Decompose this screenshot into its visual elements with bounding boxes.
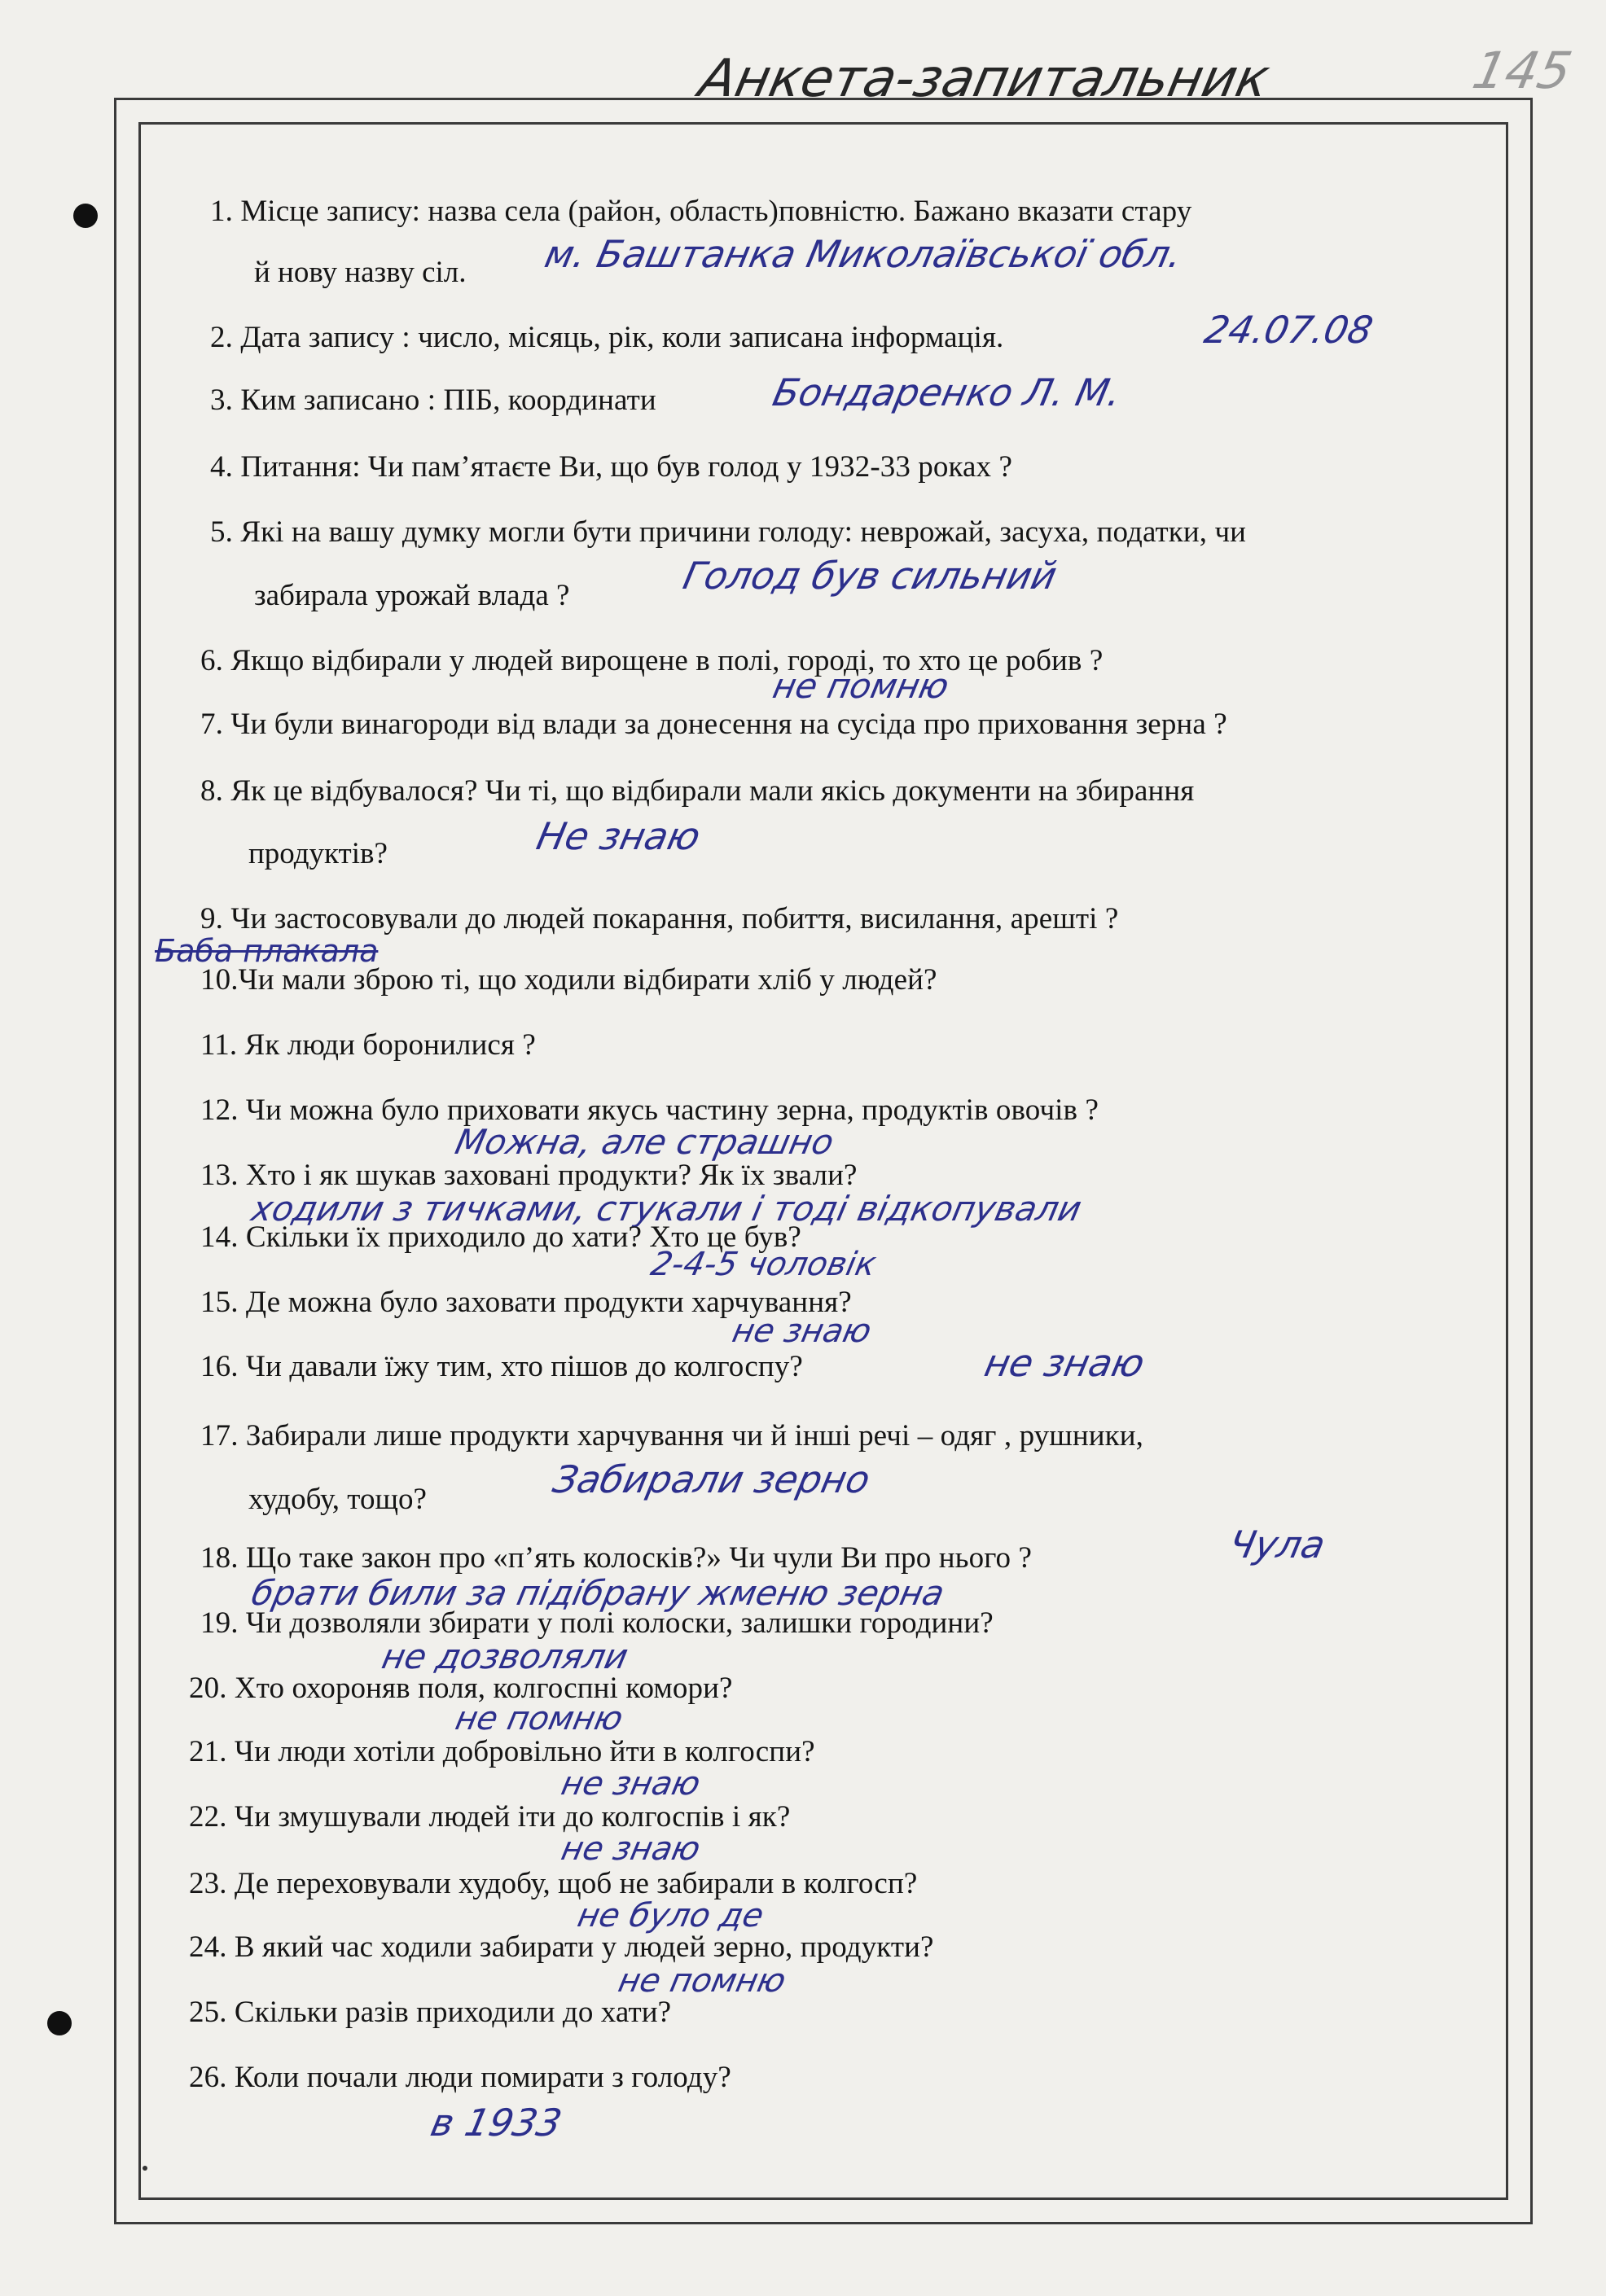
- question-10: 10.Чи мали зброю ті, що ходили відбирати хліб у людей?: [200, 963, 937, 997]
- answer-13: ходили з тичками, стукали і тоді відкопували: [248, 1189, 1086, 1229]
- page-number: 145: [1468, 41, 1577, 100]
- question-16: 16. Чи давали їжу тим, хто пішов до колгоспу?: [200, 1350, 803, 1383]
- question-7: 7. Чи були винагороди від влади за донесення на сусіда про приховання зерна ?: [200, 708, 1227, 741]
- question-14: 14. Скільки їх приходило до хати? Хто це був?: [200, 1220, 801, 1254]
- question-3: 3. Ким записано : ПІБ, координати: [210, 383, 656, 417]
- stray-mark: [143, 2166, 147, 2171]
- answer-14: 2-4-5 чоловік: [647, 1246, 880, 1283]
- answer-26: в 1933: [427, 2101, 566, 2145]
- question-19: 19. Чи дозволяли збирати у полі колоски, залишки городини?: [200, 1606, 994, 1640]
- question-12: 12. Чи можна було приховати якусь частину зерна, продуктів овочів ?: [200, 1093, 1099, 1127]
- question-5: 5. Які на вашу думку могли бути причини голоду: неврожай, засуха, податки, чи: [210, 515, 1247, 549]
- question-21: 21. Чи люди хотіли добровільно йти в колгоспи?: [189, 1735, 815, 1768]
- question-1: 1. Місце запису: назва села (район, область)повністю. Бажано вказати стару: [210, 195, 1192, 228]
- answer-21: не знаю: [558, 1765, 704, 1803]
- answer-9-struck: Баба плакала: [155, 933, 379, 969]
- answer-23: не було де: [574, 1897, 767, 1935]
- question-24: 24. В який час ходили забирати у людей зерно, продукти?: [189, 1930, 934, 1964]
- answer-2: 24.07.08: [1200, 308, 1377, 352]
- page-title: Анкета-запитальник: [694, 49, 1275, 109]
- answer-19: не дозволяли: [378, 1637, 632, 1676]
- question-6: 6. Якщо відбирали у людей вирощене в полі, городі, то хто це робив ?: [200, 644, 1104, 677]
- question-2: 2. Дата запису : число, місяць, рік, коли записана інформація.: [210, 321, 1004, 354]
- answer-5: Голод був сильний: [679, 554, 1061, 598]
- question-1-continuation: й нову назву сіл.: [254, 256, 467, 289]
- question-18: 18. Що таке закон про «п’ять колосків?» Чи чули Ви про нього ?: [200, 1541, 1033, 1575]
- question-22: 22. Чи змушували людей іти до колгоспів і як?: [189, 1800, 791, 1834]
- question-26: 26. Коли почали люди помирати з голоду?: [189, 2061, 731, 2094]
- answer-24: не помню: [615, 1962, 789, 2000]
- question-17-continuation: худобу, тощо?: [248, 1483, 427, 1516]
- question-4: 4. Питання: Чи пам’ятаєте Ви, що був голод у 1932-33 роках ?: [210, 450, 1012, 484]
- answer-8: Не знаю: [533, 814, 704, 858]
- question-9: 9. Чи застосовували до людей покарання, побиття, висилання, арешті ?: [200, 902, 1119, 935]
- question-11: 11. Як люди боронилися ?: [200, 1028, 536, 1062]
- answer-3: Бондаренко Л. М.: [769, 370, 1126, 414]
- answer-15: не знаю: [729, 1312, 875, 1350]
- question-15: 15. Де можна було заховати продукти харчування?: [200, 1286, 852, 1319]
- answer-20: не помню: [452, 1700, 626, 1737]
- answer-18: Чула: [1225, 1523, 1330, 1566]
- question-23: 23. Де переховували худобу, щоб не забирали в колгосп?: [189, 1867, 918, 1900]
- answer-18-note: брати били за підібрану жменю зерна: [248, 1573, 949, 1613]
- question-5-continuation: забирала урожай влада ?: [254, 579, 570, 612]
- question-8-continuation: продуктів?: [248, 837, 388, 870]
- question-25: 25. Скільки разів приходили до хати?: [189, 1996, 672, 2029]
- punch-hole-top: [73, 204, 98, 228]
- answer-1: м. Баштанка Миколаївської обл.: [541, 232, 1187, 276]
- answer-12: Можна, але страшно: [451, 1122, 838, 1162]
- question-17: 17. Забирали лише продукти харчування чи й інші речі – одяг , рушники,: [200, 1419, 1143, 1453]
- question-13: 13. Хто і як шукав заховані продукти? Як їх звали?: [200, 1159, 858, 1192]
- question-8: 8. Як це відбувалося? Чи ті, що відбирали мали якісь документи на збирання: [200, 774, 1195, 808]
- punch-hole-bottom: [47, 2011, 72, 2035]
- answer-6: не помню: [769, 666, 953, 706]
- answer-16: не знаю: [981, 1341, 1149, 1385]
- question-20: 20. Хто охороняв поля, колгоспні комори?: [189, 1672, 733, 1705]
- answer-22: не знаю: [558, 1830, 704, 1868]
- answer-17: Забирали зерно: [549, 1457, 875, 1501]
